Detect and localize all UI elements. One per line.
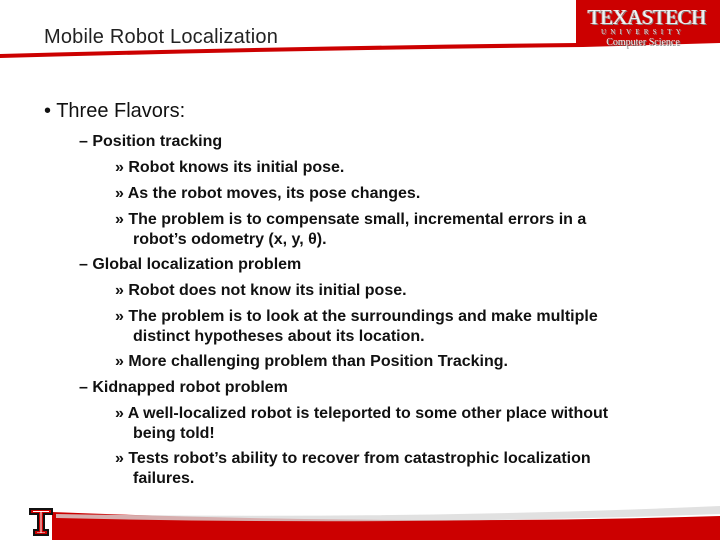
bullet-three-flavors: • Three Flavors: <box>44 100 186 122</box>
section-heading: – Global localization problem <box>79 256 302 273</box>
sub-bullet: » The problem is to compensate small, incremental errors in a <box>115 211 587 228</box>
logo-main-text: TEXASTECH <box>588 5 706 29</box>
sub-bullet: » A well-localized robot is teleported to some other place without <box>115 405 609 422</box>
sub-bullet-continuation: failures. <box>133 470 195 487</box>
slide-title: Mobile Robot Localization <box>44 26 279 48</box>
sub-bullet: » More challenging problem than Position Tracking. <box>115 353 508 370</box>
sub-bullet: » Robot knows its initial pose. <box>115 159 345 176</box>
double-t-logo-icon <box>28 507 54 537</box>
sub-bullet-continuation: being told! <box>133 425 215 442</box>
sub-bullet: » The problem is to look at the surroundings and make multiple <box>115 308 598 325</box>
sub-bullet: » As the robot moves, its pose changes. <box>115 185 421 202</box>
section-heading: – Position tracking <box>79 133 223 150</box>
sub-bullet-continuation: distinct hypotheses about its location. <box>133 328 425 345</box>
sub-bullet-continuation: robot’s odometry (x, y, θ). <box>133 231 327 248</box>
section-heading: – Kidnapped robot problem <box>79 379 288 396</box>
logo-university-text: UNIVERSITY <box>601 28 685 36</box>
texas-tech-logo <box>588 5 706 49</box>
sub-bullet: » Robot does not know its initial pose. <box>115 282 407 299</box>
sub-bullet: » Tests robot’s ability to recover from catastrophic localization <box>115 450 591 467</box>
logo-department-text: Computer Science <box>606 37 680 48</box>
